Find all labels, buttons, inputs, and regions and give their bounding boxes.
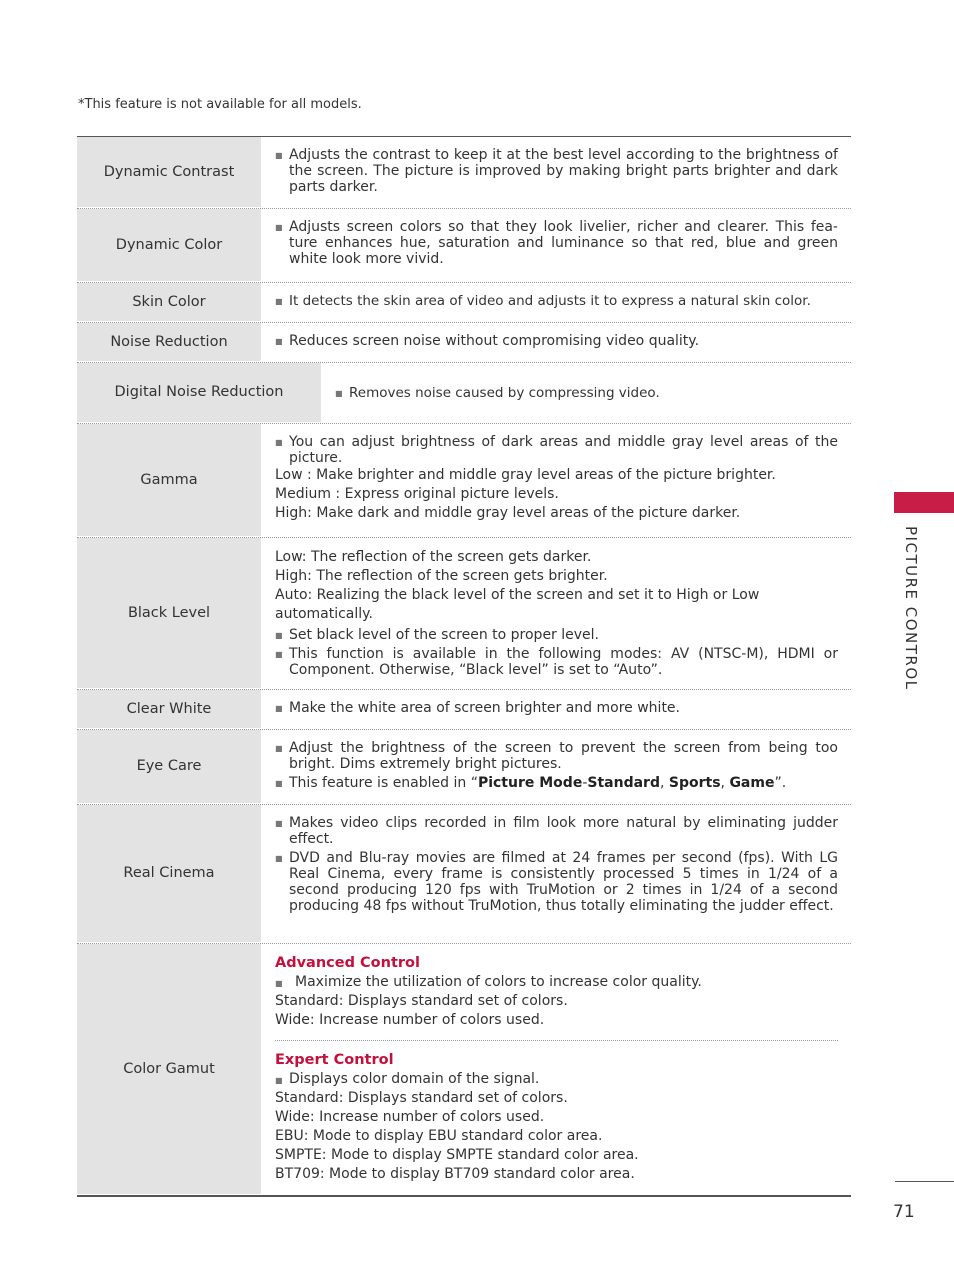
- availability-note: *This feature is not available for all models.: [78, 97, 362, 112]
- bullet-item: ■ DVD and Blu-ray movies are filmed at 24 frames per second (fps). With LG Real Cinema, every frame is consistently processed 5 times in 1/24 of a second producing 120 fps with TruMotion or 2 times in 1/24 of a second producing 48 fps without TruMotion, thus totally eliminating the judder effect.: [275, 850, 838, 914]
- feature-description: [261, 283, 851, 322]
- bullet-item: ■ Make the white area of screen brighter and more white.: [275, 700, 838, 716]
- text-line: EBU: Mode to display EBU standard color area.: [275, 1128, 603, 1144]
- table-row: [77, 538, 851, 690]
- section-title: PICTURE CONTROL: [902, 526, 920, 691]
- expert-control-section: [275, 1041, 838, 1194]
- table-row: [77, 363, 851, 424]
- table-row: [77, 690, 851, 730]
- separator: ,: [659, 775, 669, 791]
- bullet-item: ■ Set black level of the screen to proper level.: [275, 627, 838, 643]
- mode-picture-mode: Picture Mode: [477, 775, 583, 791]
- table-row: [77, 944, 851, 1195]
- text-line: High: Make dark and middle gray level areas of the picture darker.: [275, 505, 741, 521]
- feature-label: Real Cinema: [77, 805, 261, 943]
- expert-control-heading: Expert Control: [275, 1052, 394, 1068]
- bullet-item: ■ Maximize the utilization of colors to increase color quality.: [275, 973, 838, 992]
- feature-description: [261, 323, 851, 362]
- text-line: Wide: Increase number of colors used.: [275, 1012, 545, 1028]
- bullet-item: ■ Adjusts screen colors so that they look livelier, richer and clearer. This fea-ture enhances hue, saturation and luminance so that red, blue and green white look more vivid.: [275, 219, 838, 267]
- table-row: [77, 209, 851, 283]
- bullet-item: ■ Reduces screen noise without compromising video quality.: [275, 333, 838, 349]
- bullet-item: ■ Makes video clips recorded in film look more natural by eliminating judder effect.: [275, 815, 838, 847]
- mode-sports: Sports: [668, 775, 721, 791]
- feature-description: [261, 944, 851, 1195]
- page-number: 71: [893, 1202, 915, 1222]
- feature-description: [261, 805, 851, 943]
- table-row: [77, 805, 851, 944]
- feature-description: [261, 690, 851, 729]
- mode-game: Game: [729, 775, 775, 791]
- feature-label: Noise Reduction: [77, 323, 261, 362]
- page-number-rule: [895, 1181, 954, 1182]
- text-line: Wide: Increase number of colors used.: [275, 1109, 545, 1125]
- feature-description: [261, 209, 851, 282]
- enabled-suffix: ”.: [774, 775, 787, 791]
- text-line: High: The reflection of the screen gets brighter.: [275, 568, 608, 584]
- feature-description: [261, 424, 851, 537]
- feature-label: Dynamic Contrast: [77, 137, 261, 208]
- feature-description: [261, 538, 851, 689]
- feature-label: Color Gamut: [77, 944, 261, 1195]
- enabled-prefix: This feature is enabled in “: [289, 775, 478, 791]
- feature-label: Skin Color: [77, 283, 261, 322]
- text-line: Auto: Realizing the black level of the screen and set it to High or Low automatically.: [275, 587, 760, 622]
- feature-label: Eye Care: [77, 730, 261, 804]
- feature-label: Gamma: [77, 424, 261, 537]
- feature-label: Digital Noise Reduction: [77, 363, 321, 423]
- table-row: [77, 424, 851, 538]
- dash: -: [582, 775, 588, 791]
- feature-description: [321, 363, 851, 423]
- feature-table: [77, 136, 851, 1197]
- bullet-item: ■ You can adjust brightness of dark areas and middle gray level areas of the picture.: [275, 434, 838, 466]
- table-row: [77, 323, 851, 363]
- feature-label: Dynamic Color: [77, 209, 261, 282]
- bullet-item: [275, 775, 838, 791]
- text-line: BT709: Mode to display BT709 standard color area.: [275, 1166, 635, 1182]
- text-line: Standard: Displays standard set of colors.: [275, 993, 568, 1009]
- bullet-item: ■ Removes noise caused by compressing video.: [335, 385, 660, 401]
- text-line: Standard: Displays standard set of colors.: [275, 1090, 568, 1106]
- feature-description: [261, 137, 851, 208]
- feature-label: Clear White: [77, 690, 261, 729]
- bullet-item: ■ This function is available in the following modes: AV (NTSC-M), HDMI or Component. Otherwise, “Black level” is set to “Auto”.: [275, 646, 838, 678]
- table-row: [77, 730, 851, 805]
- text-line: Low : Make brighter and middle gray level areas of the picture brighter.: [275, 467, 776, 483]
- text-line: Medium : Express original picture levels.: [275, 486, 559, 502]
- feature-description: [261, 730, 851, 804]
- advanced-control-section: [275, 944, 838, 1041]
- bullet-item: ■ Displays color domain of the signal.: [275, 1070, 838, 1089]
- section-tab-marker: [894, 492, 954, 513]
- advanced-control-heading: Advanced Control: [275, 955, 420, 971]
- feature-label: Black Level: [77, 538, 261, 689]
- mode-standard: Standard: [587, 775, 660, 791]
- bullet-item: ■ Adjusts the contrast to keep it at the best level according to the brightness of the screen. The picture is improved by making bright parts brighter and dark parts darker.: [275, 147, 838, 195]
- table-row: [77, 137, 851, 209]
- text-line: SMPTE: Mode to display SMPTE standard color area.: [275, 1147, 639, 1163]
- separator: ,: [720, 775, 730, 791]
- bullet-item: ■ Adjust the brightness of the screen to prevent the screen from being too bright. Dims extremely bright pictures.: [275, 740, 838, 772]
- text-line: Low: The reflection of the screen gets darker.: [275, 549, 592, 565]
- table-row: [77, 283, 851, 323]
- bullet-item: ■ It detects the skin area of video and adjusts it to express a natural skin color.: [275, 293, 838, 309]
